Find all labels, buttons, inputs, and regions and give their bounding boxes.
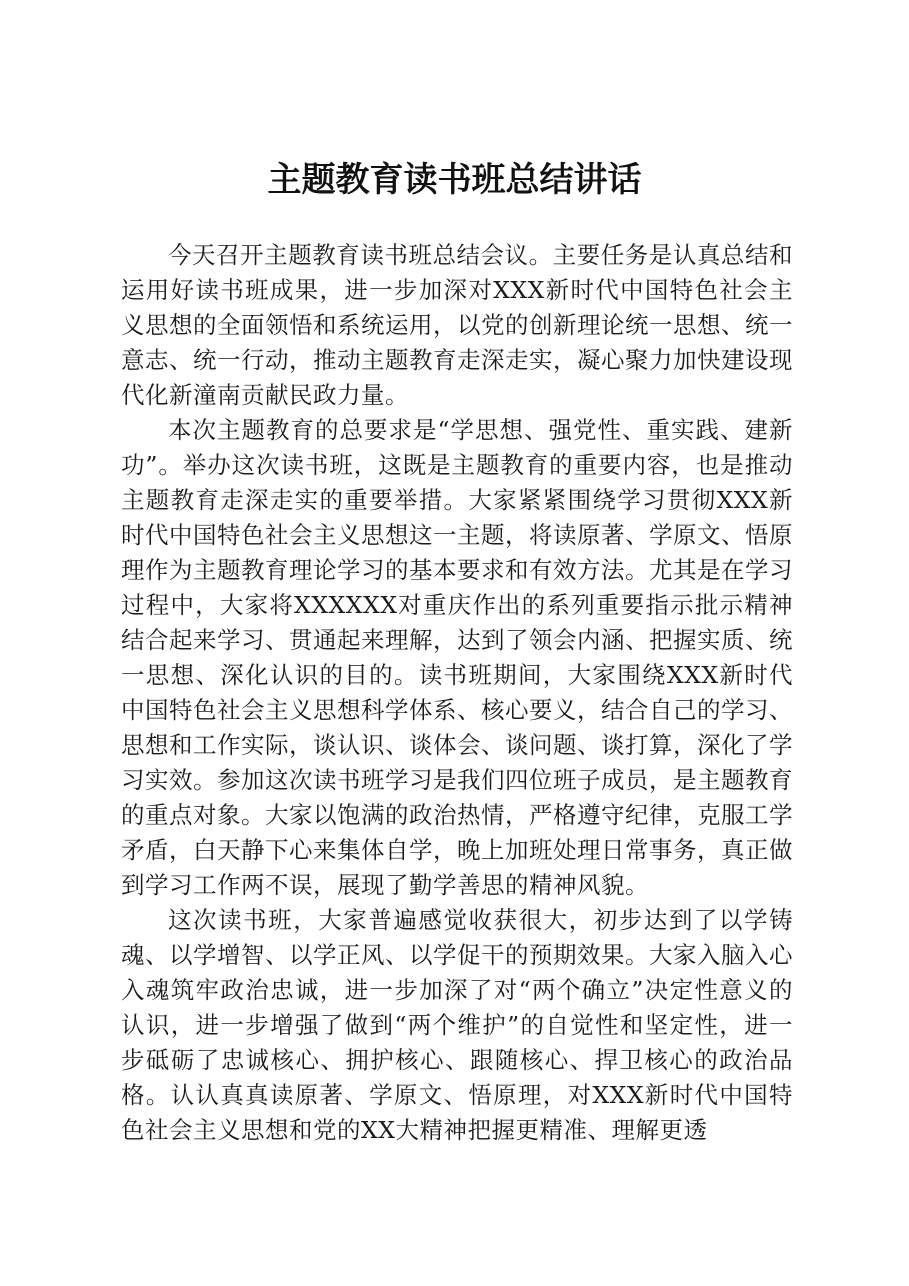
document-body — [121, 238, 793, 1148]
paragraph-3: 这次读书班，大家普遍感觉收获很大，初步达到了以学铸魂、以学增智、以学正风、以学促干的预期效果。大家入脑入心入魂筑牢政治忠诚，进一步加深了对“两个确立”决定性意义的认识，进一步增强了做到“两个维护”的自觉性和坚定性，进一步砥砺了忠诚核心、拥护核心、跟随核心、捍卫核心的政治品格。认认真真读原著、学原文、悟原理，对XXX新时代中国特色社会主义思想和党的XX大精神把握更精准、理解更透 — [121, 906, 793, 1144]
paragraph-1: 今天召开主题教育读书班总结会议。主要任务是认真总结和运用好读书班成果，进一步加深对XXX新时代中国特色社会主义思想的全面领悟和系统运用，以党的创新理论统一思想、统一意志、统一行动，推动主题教育走深走实，凝心聚力加快建设现代化新潼南贡献民政力量。 — [121, 241, 793, 409]
document-title: 主题教育读书班总结讲话 — [267, 160, 642, 200]
paragraph-2: 本次主题教育的总要求是“学思想、强党性、重实践、建新功”。举办这次读书班，这既是主题教育的重要内容，也是推动主题教育走深走实的重要举措。大家紧紧围绕学习贯彻XXX新时代中国特色社会主义思想这一主题，将读原著、学原文、悟原理作为主题教育理论学习的基本要求和有效方法。尤其是在学习过程中，大家将XXXXXX对重庆作出的系列重要指示批示精神结合起来学习、贯通起来理解，达到了领会内涵、把握实质、统一思想、深化认识的目的。读书班期间，大家围绕XXX新时代中国特色社会主义思想科学体系、核心要义，结合自己的学习、思想和工作实际，谈认识、谈体会、谈问题、谈打算，深化了学习实效。参加这次读书班学习是我们四位班子成员，是主题教育的重点对象。大家以饱满的政治热情，严格遵守纪律，克服工学矛盾，白天静下心来集体自学，晚上加班处理日常事务，真正做到学习工作两不误，展现了勤学善思的精神风貌。 — [121, 416, 793, 899]
